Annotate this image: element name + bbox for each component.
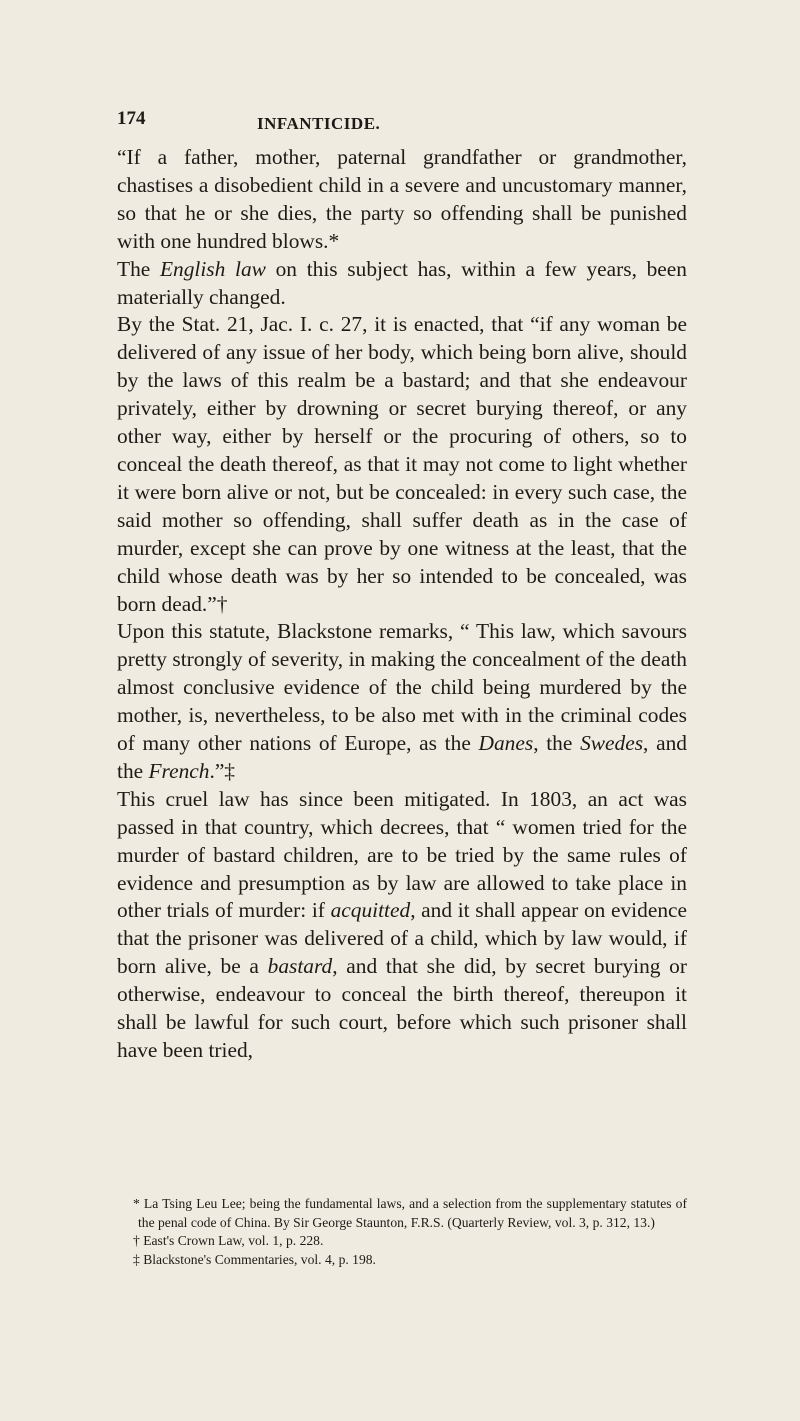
page-header — [117, 108, 687, 138]
paragraph-mitigation — [117, 786, 687, 1065]
text-segment: , and the — [117, 731, 687, 783]
text-segment: The — [117, 256, 160, 281]
footnote-2: † East's Crown Law, vol. 1, p. 228. — [133, 1233, 324, 1248]
footnotes — [117, 1195, 687, 1269]
body-text — [117, 144, 687, 1065]
paragraph-blackstone — [117, 618, 687, 785]
footnote-1: * La Tsing Leu Lee; being the fundamental laws, and a selection from the supplementary statutes of the penal code of China. By Sir George Staunton, F.R.S. (Quarterly Review, vol. 3, p. 312, 13.) — [133, 1196, 687, 1230]
text-segment: on this subject has, within a few years, been materially changed. — [117, 256, 687, 309]
text-segment: Upon this statute, Blackstone remarks, “ This law, which savours pretty strongly of severity, in making the concealment of the death almost conclusive evidence of the child being murdered by the mother, is, nevertheless, to be also met with in the criminal codes of many other nations of Europe, as the — [117, 619, 687, 756]
text-segment: , and it shall appear on evidence that the prisoner was delivered of a child, which by law would, if born alive, be a — [117, 898, 687, 979]
emphasis-danes: Danes — [478, 731, 534, 756]
emphasis-swedes: Swedes — [580, 731, 644, 756]
running-head: INFANTICIDE. — [257, 114, 381, 133]
emphasis-french: French — [148, 758, 210, 783]
text-segment: , and that she did, by secret burying or otherwise, endeavour to conceal the birth thereof, thereupon it shall be lawful for such court, before which such prisoner shall have been tried, — [117, 954, 687, 1062]
text-segment: By the Stat. 21, Jac. I. c. 27, it is enacted, that “if any woman be delivered of any issue of her body, which being born alive, should by the laws of this realm be a bastard; and that she endeavour privately, either by drowning or secret burying thereof, or any other way, either by herself or the procuring of others, so to conceal the death thereof, as that it may not come to light whether it were born alive or not, but be concealed: in every such case, the said mother so offending, shall suffer death as in the case of murder, except she can prove by one witness at the least, that the child whose death was by her so intended to be concealed, was born dead.”† — [117, 312, 687, 616]
text-segment: , the — [533, 731, 581, 756]
text-segment: This cruel law has since been mitigated. In 1803, an act was passed in that country, which decrees, that “ women tried for the murder of bastard children, are to be tried by the same rules of evidence and presumption as by law are allowed to take place in other trials of murder: if — [117, 786, 687, 923]
emphasis-acquitted: acquitted — [330, 898, 411, 923]
page-number: 174 — [117, 108, 146, 129]
emphasis-bastard: bastard — [267, 954, 333, 979]
text-segment: .”‡ — [209, 758, 236, 783]
text-segment: “If a father, mother, paternal grandfather or grandmother, chastises a disobedient child in a severe and uncustomary manner, so that he or she dies, the party so offending shall be punished with one hundred blows.* — [117, 145, 687, 253]
paragraph-english-law — [117, 256, 687, 312]
footnote-3: ‡ Blackstone's Commentaries, vol. 4, p. 198. — [133, 1251, 376, 1267]
paragraph-chinese-code — [117, 144, 687, 256]
emphasis-english-law: English law — [159, 256, 266, 281]
paragraph-statute — [117, 311, 687, 618]
